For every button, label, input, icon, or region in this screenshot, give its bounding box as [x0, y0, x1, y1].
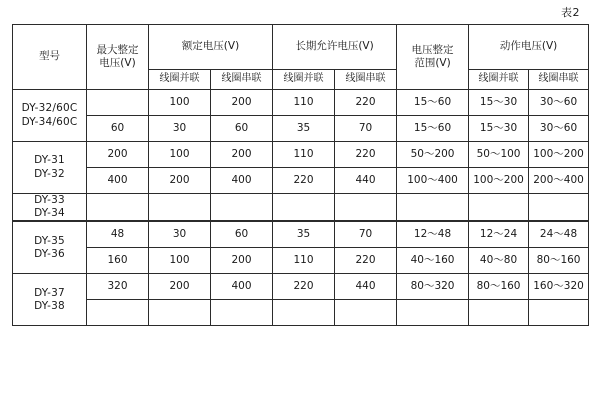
cell-allowed-parallel: 220: [273, 274, 335, 300]
cell-rated-parallel: 200: [149, 274, 211, 300]
table-row: [13, 168, 589, 194]
cell-allowed-parallel: 110: [273, 142, 335, 168]
header-max-setting-voltage-line2: 电压(V): [99, 57, 136, 69]
header-voltage-setting-range: [397, 25, 469, 90]
cell-rated-parallel: 30: [149, 221, 211, 248]
model-group-1a: [13, 90, 87, 142]
model-group-1c: [13, 194, 87, 222]
model-label: DY-35: [34, 234, 65, 247]
cell-rated-parallel: 30: [149, 116, 211, 142]
cell-max-setting: 160: [87, 248, 149, 274]
model-group-1b: [13, 142, 87, 194]
cell-max-setting: 400: [87, 168, 149, 194]
cell-range: 40～160: [397, 248, 469, 274]
cell-spacer-2: [149, 194, 211, 222]
cell-spacer-d: [273, 300, 335, 326]
table-row: [13, 142, 589, 168]
cell-allowed-series: 220: [335, 248, 397, 274]
cell-op-parallel: 50～100: [469, 142, 529, 168]
cell-op-parallel: 12～24: [469, 221, 529, 248]
cell-op-series: 30～60: [529, 116, 589, 142]
cell-rated-series: 200: [211, 142, 273, 168]
cell-spacer-6: [397, 194, 469, 222]
cell-allowed-series: 220: [335, 142, 397, 168]
cell-rated-series: 60: [211, 221, 273, 248]
header-model: 型号: [13, 25, 87, 90]
cell-op-parallel: 100～200: [469, 168, 529, 194]
cell-spacer-a: [87, 300, 149, 326]
cell-spacer-5: [335, 194, 397, 222]
cell-range: 12～48: [397, 221, 469, 248]
model-label: DY-31: [34, 154, 65, 167]
cell-op-series: 200～400: [529, 168, 589, 194]
spec-table-container: [12, 24, 588, 326]
cell-rated-parallel: 200: [149, 168, 211, 194]
model-label: DY-34: [34, 207, 65, 220]
table-header-row: [13, 25, 589, 70]
model-label: DY-34/60C: [21, 115, 78, 128]
cell-spacer-h: [529, 300, 589, 326]
cell-spacer-f: [397, 300, 469, 326]
cell-rated-series: 60: [211, 116, 273, 142]
cell-range: 100～400: [397, 168, 469, 194]
cell-spacer-4: [273, 194, 335, 222]
cell-rated-parallel: 100: [149, 142, 211, 168]
cell-max-setting: 60: [87, 116, 149, 142]
cell-op-series: 30～60: [529, 90, 589, 116]
model-label: DY-37: [34, 286, 65, 299]
cell-max-setting: 200: [87, 142, 149, 168]
table-row: [13, 248, 589, 274]
cell-spacer-3: [211, 194, 273, 222]
cell-allowed-series: 220: [335, 90, 397, 116]
header-rated-parallel: 线圈并联: [149, 70, 211, 90]
header-allowed-series: 线圈串联: [335, 70, 397, 90]
table-row: [13, 90, 589, 116]
table-row: [13, 274, 589, 300]
model-label: DY-32: [34, 167, 65, 180]
cell-op-parallel: 80～160: [469, 274, 529, 300]
model-group-2a: [13, 221, 87, 274]
cell-allowed-parallel: 110: [273, 248, 335, 274]
cell-op-series: 160～320: [529, 274, 589, 300]
header-max-setting-voltage-line1: 最大整定: [96, 43, 139, 56]
model-label: DY-33: [34, 194, 65, 206]
header-operating-voltage: 动作电压(V): [469, 25, 589, 70]
cell-op-series: 80～160: [529, 248, 589, 274]
cell-spacer-8: [529, 194, 589, 222]
cell-allowed-parallel: 220: [273, 168, 335, 194]
header-operating-series: 线圈串联: [529, 70, 589, 90]
model-group-2b: [13, 274, 87, 326]
cell-allowed-series: 70: [335, 116, 397, 142]
cell-range: 50～200: [397, 142, 469, 168]
cell-max-setting: [87, 90, 149, 116]
header-long-term-allowed-voltage: 长期允许电压(V): [273, 25, 397, 70]
header-allowed-parallel: 线圈并联: [273, 70, 335, 90]
cell-op-series: 100～200: [529, 142, 589, 168]
cell-spacer-7: [469, 194, 529, 222]
cell-rated-series: 200: [211, 90, 273, 116]
relay-spec-table: [12, 24, 589, 326]
cell-op-series: 24～48: [529, 221, 589, 248]
cell-rated-series: 200: [211, 248, 273, 274]
cell-spacer-1: [87, 194, 149, 222]
cell-max-setting: 48: [87, 221, 149, 248]
cell-allowed-series: 440: [335, 168, 397, 194]
table-row-empty: [13, 300, 589, 326]
model-label: DY-36: [34, 247, 65, 260]
header-rated-series: 线圈串联: [211, 70, 273, 90]
header-rated-voltage: 额定电压(V): [149, 25, 273, 70]
model-label: DY-32/60C: [21, 102, 78, 115]
header-operating-parallel: 线圈并联: [469, 70, 529, 90]
cell-allowed-parallel: 35: [273, 116, 335, 142]
cell-rated-series: 400: [211, 274, 273, 300]
cell-allowed-parallel: 35: [273, 221, 335, 248]
cell-spacer-g: [469, 300, 529, 326]
table-caption: 表2: [561, 6, 580, 19]
cell-spacer-e: [335, 300, 397, 326]
cell-allowed-parallel: 110: [273, 90, 335, 116]
cell-spacer-b: [149, 300, 211, 326]
table-row: [13, 221, 589, 248]
table-row: [13, 116, 589, 142]
model-label: DY-38: [34, 299, 65, 312]
header-voltage-setting-range-line2: 范围(V): [414, 57, 451, 69]
cell-range: 15～60: [397, 90, 469, 116]
cell-allowed-series: 440: [335, 274, 397, 300]
cell-op-parallel: 40～80: [469, 248, 529, 274]
cell-allowed-series: 70: [335, 221, 397, 248]
cell-range: 15～60: [397, 116, 469, 142]
cell-rated-parallel: 100: [149, 248, 211, 274]
cell-op-parallel: 15～30: [469, 90, 529, 116]
cell-op-parallel: 15～30: [469, 116, 529, 142]
table-row-model-tail: [13, 194, 589, 222]
cell-rated-parallel: 100: [149, 90, 211, 116]
cell-rated-series: 400: [211, 168, 273, 194]
cell-max-setting: 320: [87, 274, 149, 300]
header-max-setting-voltage: [87, 25, 149, 90]
cell-range: 80～320: [397, 274, 469, 300]
header-voltage-setting-range-line1: 电压整定: [411, 43, 454, 56]
cell-spacer-c: [211, 300, 273, 326]
